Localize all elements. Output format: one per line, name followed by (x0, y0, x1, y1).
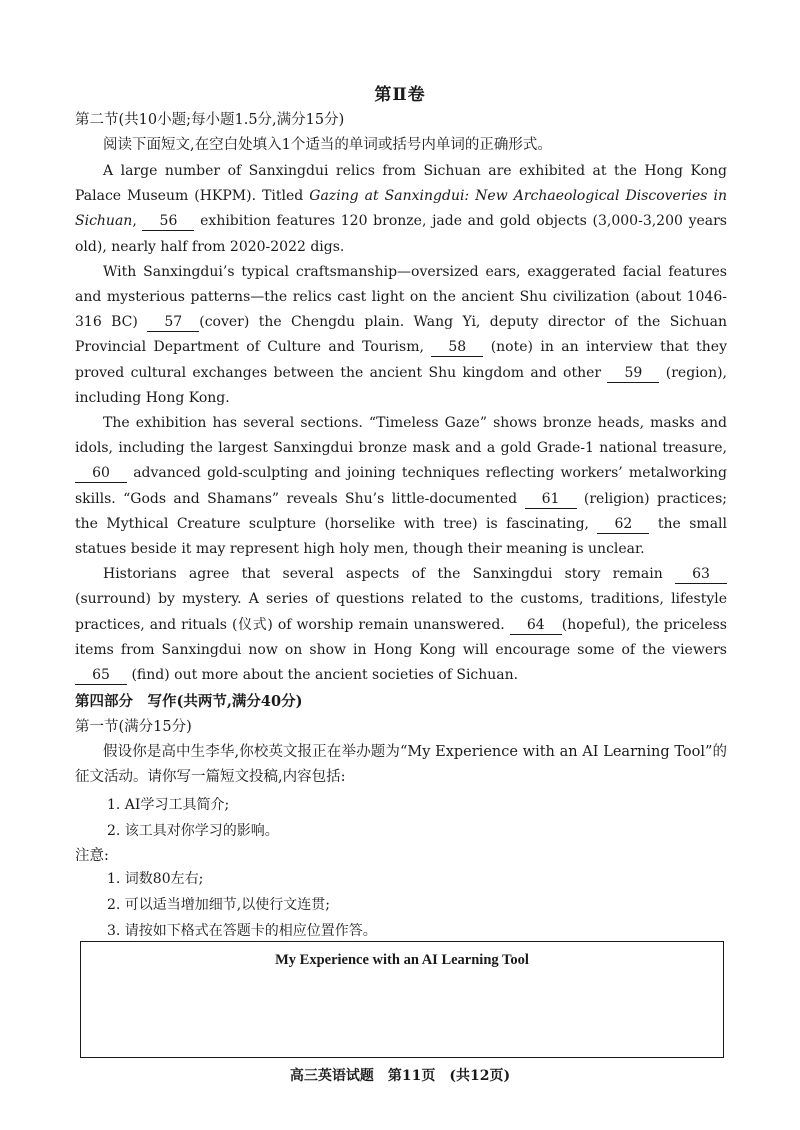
blank-61: 61 (525, 490, 577, 509)
blank-59: 59 (607, 364, 659, 383)
blank-64: 64 (510, 616, 562, 635)
notes-label: 注意: (75, 848, 109, 864)
passage-paragraph-4: Historians agree that several aspects of the Sanxingdui story remain 63 (surround) by mystery. A series of questions related to the customs, traditions, lifestyle practices, and rituals (仪式) of worship remain unanswered. 64 (hopeful), the priceless items from Sanxingdui now on show in Hong Kong will encourage some of the viewers 65 (find) out more about the ancient societies of Sichuan. (75, 566, 727, 684)
passage-paragraph-2: With Sanxingdui’s typical craftsmanship—oversized ears, exaggerated facial features and mysterious patterns—the relics cast light on the ancient Shu civilization (about 1046-316 BC) 57 (cover) the Chengdu plain. Wang Yi, deputy director of the Sichuan Provincial Department of Culture and Tourism, 58 (note) in an interview that they proved cultural exchanges between the ancient Shu kingdom and other 59 (region), including Hong Kong. (75, 263, 728, 406)
part4-sub-heading: 第一节(满分15分) (75, 719, 192, 735)
blank-62: 62 (597, 515, 649, 534)
volume-title: 第Ⅱ卷 (374, 85, 426, 105)
section2-instruction: 阅读下面短文,在空白处填入1个适当的单词或括号内单词的正确形式。 (103, 137, 552, 153)
note-item: 2. 可以适当增加细节,以使行文连贯; (107, 897, 330, 913)
blank-63: 63 (675, 565, 727, 584)
page-footer: 高三英语试题 第11页 (共12页) (289, 1068, 511, 1084)
answer-box-title: My Experience with an AI Learning Tool (275, 952, 529, 968)
exhibition-title: Gazing at Sanxingdui: New Archaeological Discoveries in Sichuan (75, 188, 727, 230)
blank-57: 57 (147, 313, 199, 332)
writing-prompt: 假设你是高中生李华,你校英文报正在举办题为“My Experience with an AI Learning Tool”的征文活动。请你写一篇短文投稿,内容包括: (75, 744, 727, 785)
section2-heading: 第二节(共10小题;每小题1.5分,满分15分) (75, 112, 345, 128)
passage (75, 159, 727, 688)
part4-heading: 第四部分 写作(共两节,满分40分) (75, 693, 303, 710)
content-point: 1. AI学习工具简介; (107, 797, 230, 813)
passage-paragraph-1: A large number of Sanxingdui relics from Sichuan are exhibited at the Hong Kong Palace Museum (HKPM). Titled Gazing at Sanxingdui: New Archaeological Discoveries in Sichuan, 56 exhibition features 120 bronze, jade and gold objects (3,000-3,200 years old), nearly half from 2020-2022 digs. (75, 163, 727, 255)
notes-list (75, 866, 727, 944)
answer-box (80, 941, 724, 1058)
blank-56: 56 (142, 212, 194, 231)
blank-58: 58 (431, 338, 483, 357)
blank-65: 65 (75, 666, 127, 685)
blank-60: 60 (75, 464, 127, 483)
note-item: 3. 请按如下格式在答题卡的相应位置作答。 (107, 923, 377, 939)
passage-paragraph-3: The exhibition has several sections. “Timeless Gaze” shows bronze heads, masks and idols, including the largest Sanxingdui bronze mask and a gold Grade-1 national treasure, 60 advanced gold-sculpting and joining techniques reflecting workers’ metalworking skills. “Gods and Shamans” reveals Shu’s little-documented 61 (religion) practices; the Mythical Creature sculpture (horselike with tree) is fascinating, 62 the small statues beside it may represent high holy men, though their meaning is unclear. (75, 415, 727, 558)
content-points (75, 792, 727, 844)
note-item: 1. 词数80左右; (107, 871, 204, 887)
content-point: 2. 该工具对你学习的影响。 (107, 823, 279, 839)
